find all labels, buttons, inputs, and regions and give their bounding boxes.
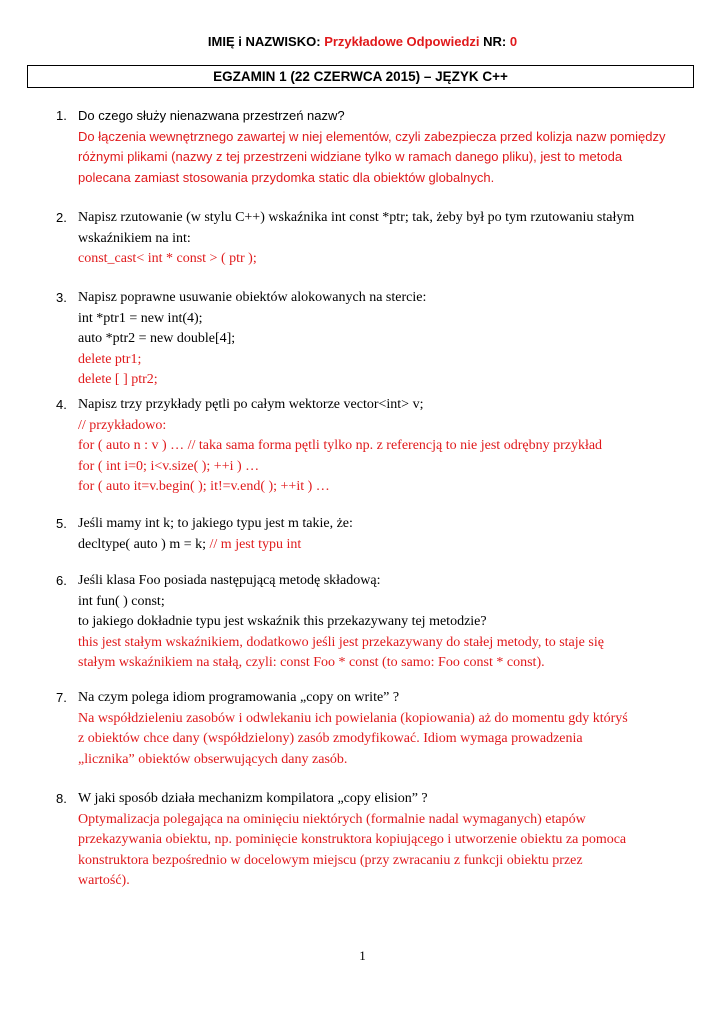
answer-text: for ( auto it=v.begin( ); it!=v.end( ); ++it ) … [78,479,330,494]
answer-text: delete [ ] ptr2; [78,372,158,387]
answer-text: „licznika” obiektów obserwujących dany zasób. [78,751,348,767]
question-text: W jaki sposób działa mechanizm kompilatora „copy elision” ? [78,791,428,806]
page-header [0,34,725,49]
code-line: auto *ptr2 = new double[4]; [78,331,236,346]
question-number: 1. [56,108,67,123]
question-number: 7. [56,690,67,705]
answer-text: this jest stałym wskaźnikiem, dodatkowo jeśli jest przekazywany do stałej metody, to staje się [78,634,604,650]
code-line: int fun( ) const; [78,593,165,609]
question-text: Napisz rzutowanie (w stylu C++) wskaźnika int const *ptr; tak, żeby był po tym rzutowaniu stałym [78,210,635,225]
answer-text: różnymi plikami (nazwy z tej przestrzeni widziane tylko w ramach danego pliku), jest to metoda [78,149,623,164]
question-number: 6. [56,573,67,588]
question-text: Jeśli mamy int k; to jakiego typu jest m takie, że: [78,516,353,531]
question-text: Jeśli klasa Foo posiada następującą metodę składową: [78,573,381,588]
question-text: Na czym polega idiom programowania „copy on write” ? [78,690,400,705]
answer-text: for ( int i=0; i<v.size( ); ++i ) … [78,458,260,474]
inline-question: decltype( auto ) m = k; [78,536,207,552]
inline-answer: // m jest typu int [209,536,302,552]
answer-text: for ( auto n : v ) … // taka sama forma pętli tylko np. z referencją to nie jest odrębny przykład [78,438,603,453]
question-text: Do czego służy nienazwana przestrzeń nazw? [78,108,345,123]
question-number: 5. [56,516,67,531]
name-label: IMIĘ i NAZWISKO: [207,34,321,49]
question-number: 8. [56,791,67,806]
question-number: 3. [56,290,67,305]
answer-text: konstruktora bezpośrednio w docelowym miejscu (przy zwracaniu z funkcji obiektu przez [78,852,583,868]
answer-text: // przykładowo: [78,417,167,433]
nr-label: NR: [483,34,507,49]
question-text: Napisz poprawne usuwanie obiektów alokowanych na stercie: [78,290,427,305]
answer-text: Na współdzieleniu zasobów i odwlekaniu ich powielania (kopiowania) aż do momentu gdy któryś [78,710,628,726]
answer-text: Optymalizacja polegająca na ominięciu niektórych (formalnie nadal wymaganych) etapów [78,811,586,827]
question-text: wskaźnikiem na int: [78,230,191,246]
answer-text: przekazywania obiektu, np. pominięcie konstruktora kopiującego i utworzenie obiektu za pomoca [78,832,627,847]
code-line [78,535,696,556]
answer-text: delete ptr1; [78,351,142,367]
answer-text: wartość). [78,873,130,888]
question-number: 2. [56,210,67,225]
student-name: Przykładowe Odpowiedzi [324,34,480,49]
question-number: 4. [56,397,67,412]
answer-text: stałym wskaźnikiem na stałą, czyli: const Foo * const (to samo: Foo const * const). [78,655,545,670]
nr-value: 0 [509,34,518,49]
question-text: Napisz trzy przykłady pętli po całym wektorze vector<int> v; [78,397,424,412]
answer-text: Do łączenia wewnętrznego zawartej w niej elementów, czyli zabezpiecza przed kolizja nazw pomiędzy [78,128,666,144]
answer-text: polecana zamiast stosowania przydomka static dla obiektów globalnych. [78,169,495,185]
question-text: to jakiego dokładnie typu jest wskaźnik this przekazywany tej metodzie? [78,614,487,629]
code-line: int *ptr1 = new int(4); [78,310,203,326]
answer-text: const_cast< int * const > ( ptr ); [78,251,257,266]
page-number: 1 [359,948,366,963]
answer-text: z obiektów chce dany (współdzielony) zasób zmodyfikować. Idiom wymaga prowadzenia [78,731,583,746]
exam-title: EGZAMIN 1 (22 CZERWCA 2015) – JĘZYK C++ [27,65,694,88]
